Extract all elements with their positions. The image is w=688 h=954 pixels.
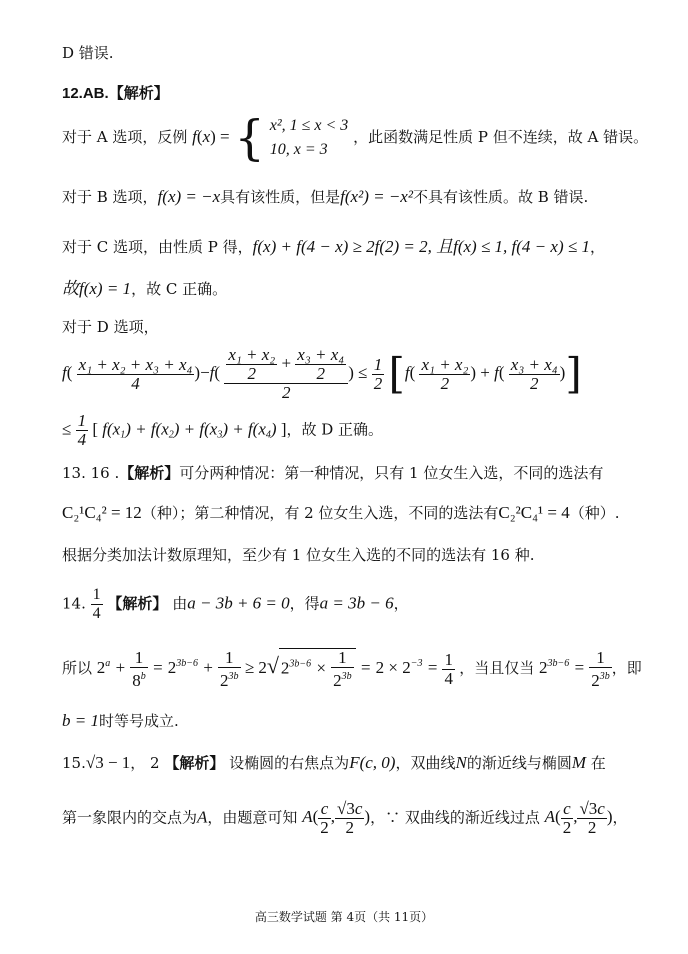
point-a-coords-1: A( $\frac{c}{2}$ , $\frac{√3c}{2}$ ) bbox=[302, 799, 371, 837]
focus-point: F(c, 0) bbox=[349, 753, 396, 772]
q15-line-2: 第一象限内的交点为A，由题意可知 A( $\frac{c}{2}$ , $\frac{√3c}{2}$ )，∵ 双曲线的渐近线过点 A( $\frac{c}{2}$ , $\frac{√3c}{2}$ )， bbox=[62, 799, 628, 837]
fraction-x1-x4-over-4: $\frac{\text{x₁ + x₂ + x₃ + x₄}}{4}$ bbox=[78, 354, 193, 393]
q14-line-2: 所以 $2^a$ + $\frac{1}{8^b}$ = $2^{3b-6}$ + $\frac{1}{2^{3b}}$ ≥ 2√ $2^{3b-6}$ × $\frac{1}{2^{3b}}$ = $2 \times 2^{-3}$ = $\frac{1}{4}$ ，当且仅当 $2^{3b-6}$ = $\frac{1}{2^{3b}}$ ，即 bbox=[62, 647, 642, 690]
q14-so: 所以 bbox=[62, 658, 93, 677]
q13-unit: （种）. bbox=[569, 504, 620, 522]
fx-symbol: f bbox=[192, 127, 197, 146]
option-a-line: 对于 A 选项，反例 f(x) = { x², 1 ≤ x < 3 10, x = 3 ，此函数满足性质 P 但不连续，故 A 错误。 bbox=[62, 110, 649, 166]
q13-number: 13. 16 . bbox=[62, 464, 120, 482]
case-1: x², 1 ≤ x < 3 bbox=[269, 117, 349, 134]
q14-line-3 bbox=[62, 710, 179, 731]
q12-heading bbox=[62, 82, 169, 103]
option-b-mid: 具有该性质，但是 bbox=[220, 188, 341, 206]
q14-number: 14. bbox=[62, 594, 86, 613]
formula-14b: a = 3b − 6 bbox=[319, 593, 394, 613]
nested-fraction: $\frac{\text{x₁ + x₂}}{2}$ + $\frac{\text{x₃ + x₄}}{2}$ 2 bbox=[224, 346, 348, 402]
q13-mid: （种）；第二种情况，有 2 位女生入选，不同的选法有 bbox=[141, 504, 499, 522]
q13-line-2 bbox=[62, 502, 620, 523]
option-d-inequality: f( $\frac{\text{x₁ + x₂ + x₃ + x₄}}{4}$ )−f( $\frac{\text{x₁ + x₂}}{2}$ + $\frac{\text{x₃ + x₄}}{2}$ 2 ) ≤ $\frac{1}{2}$ [f( $\frac{\text{x₁ + x₂}}{2}$ ) + f( $\frac{\text{x₃ + x₄}}{2}$ )] bbox=[62, 345, 582, 402]
point-a-coords-2: A( $\frac{c}{2}$ , $\frac{√3c}{2}$ ) bbox=[544, 799, 613, 837]
half-fraction: $\frac{1}{2}$ bbox=[373, 354, 383, 393]
q13-conclusion: 根据分类加法计数原理知，至少有 1 位女生入选的不同的选法有 16 种. bbox=[62, 546, 535, 564]
formula-b-equals-1: b = 1 bbox=[62, 711, 99, 730]
case-2: 10, x = 3 bbox=[269, 141, 328, 158]
q12-number: 12.AB. bbox=[62, 85, 109, 102]
option-b-conclusion: 不具有该性质。故 B 错误. bbox=[412, 188, 589, 206]
q14-then: ，即 bbox=[611, 658, 642, 677]
q15-number: 15. bbox=[62, 754, 86, 772]
q14-inequality: $2^a$ + $\frac{1}{8^b}$ = $2^{3b-6}$ + $\frac{1}{2^{3b}}$ ≥ 2√ $2^{3b-6}$ × $\frac{1}{2^{3b}}$ = $2 \times 2^{-3}$ = $\frac{1}{4}$ bbox=[96, 647, 453, 690]
option-a-conclusion: ，此函数满足性质 P 但不连续，故 A 错误。 bbox=[353, 128, 649, 146]
analysis-tag: 【解析】 bbox=[119, 464, 180, 482]
q13-text: 可分两种情况：第一种情况，只有 1 位女生入选，不同的选法有 bbox=[179, 464, 604, 482]
d-wrong-text: D 错误. bbox=[62, 44, 114, 62]
analysis-tag: 【解析】 bbox=[108, 84, 169, 102]
option-d-second-line: ≤ $\frac{1}{4}$ [ $f(x_1) + f(x_2) + f(x_3) + f(x_4)$ ]，故 D 正确。 bbox=[62, 411, 384, 449]
option-d-conclusion: ，故 D 正确。 bbox=[286, 420, 384, 439]
formula-14a: a − 3b + 6 = 0 bbox=[187, 593, 290, 613]
option-c-line bbox=[62, 232, 605, 257]
option-d-intro-line bbox=[62, 316, 159, 337]
analysis-tag: 【解析】 bbox=[164, 754, 225, 772]
q14-line: 14. $\frac{1}{4}$ 【解析】 由a − 3b + 6 = 0，得a = 3b − 6， bbox=[62, 586, 409, 622]
q15-answer: √3 − 1 bbox=[85, 753, 131, 772]
option-a-intro: 对于 A 选项，反例 bbox=[62, 128, 188, 146]
q14-conclusion: 时等号成立. bbox=[98, 712, 179, 730]
q15-line: 15.√3 − 1， 2 【解析】 设椭圆的右焦点为F(c, 0)，双曲线N的渐近线与椭圆M 在 bbox=[62, 753, 606, 772]
option-c-conclusion: ，故 C 正确。 bbox=[131, 280, 228, 298]
formula-b2: f(x²) = −x² bbox=[340, 187, 413, 206]
brace-symbol: { bbox=[234, 110, 265, 166]
q13-line bbox=[62, 462, 603, 483]
quarter-fraction: $\frac{1}{4}$ bbox=[77, 411, 87, 449]
q14-answer-fraction: $\frac{1}{4}$ bbox=[92, 586, 101, 622]
q13-line-3 bbox=[62, 544, 534, 565]
option-b-intro: 对于 B 选项， bbox=[62, 188, 158, 206]
option-c-intro: 对于 C 选项，由性质 P 得， bbox=[62, 238, 253, 256]
combination-2: C₂²C₄¹ = 4 bbox=[498, 503, 570, 522]
formula-c1: f(x) + f(4 − x) ≥ 2f(2) = 2, 且f(x) ≤ 1, f(4 − x) ≤ 1 bbox=[252, 237, 590, 256]
piecewise-cases bbox=[270, 114, 349, 162]
option-b-line bbox=[62, 186, 588, 207]
option-d-intro: 对于 D 选项， bbox=[62, 318, 159, 336]
page-footer: 高三数学试题 第 4页（共 11页） bbox=[254, 910, 434, 924]
combination-1: C₂¹C₄² = 12 bbox=[62, 503, 142, 522]
formula-c2: 故f(x) = 1 bbox=[62, 279, 132, 298]
option-c-conclusion-line bbox=[62, 274, 227, 299]
formula-b1: f(x) = −x bbox=[157, 187, 221, 206]
analysis-tag: 【解析】 bbox=[107, 594, 168, 613]
text-line bbox=[62, 42, 114, 63]
option-c-comma: ， bbox=[589, 238, 605, 256]
